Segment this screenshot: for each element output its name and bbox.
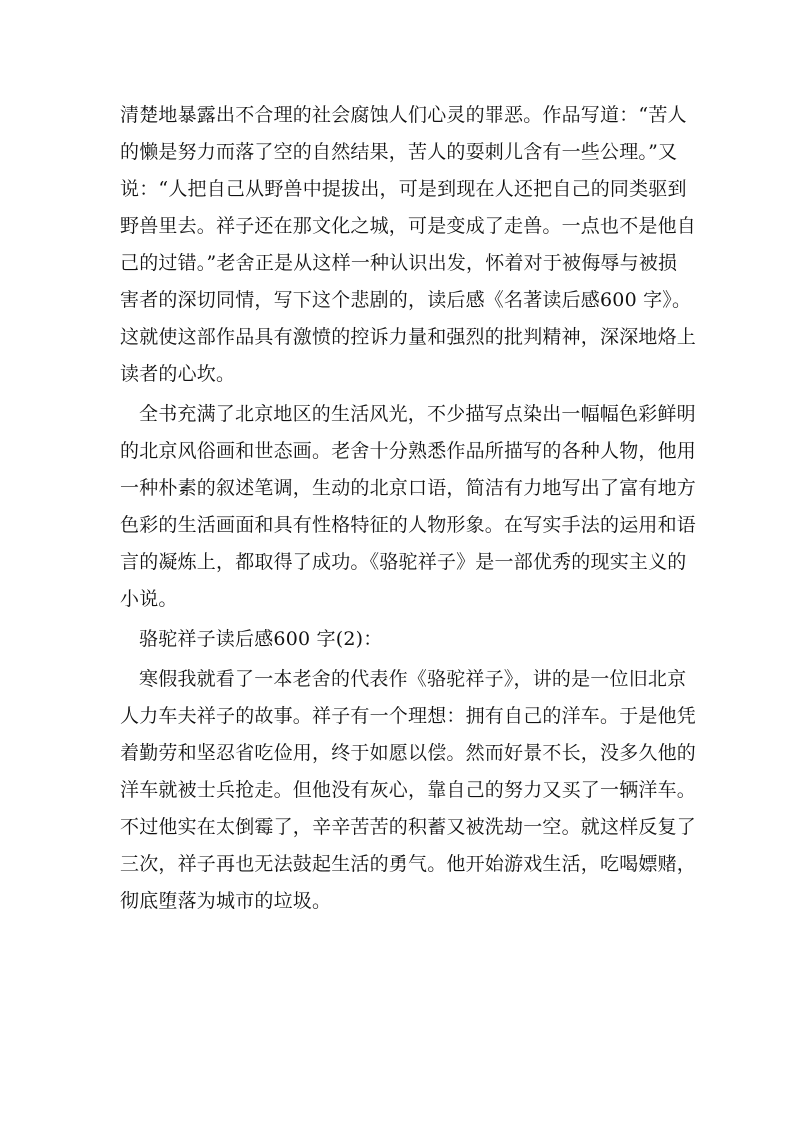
text-line: 这就使这部作品具有激愤的控诉力量和强烈的批判精神，深深地烙上 [120,326,697,348]
text-line: 人力车夫祥子的故事。祥子有一个理想：拥有自己的洋车。于是他凭 [120,705,697,727]
text-line: 野兽里去。祥子还在那文化之城，可是变成了走兽。一点也不是他自 [120,215,697,237]
text-line: 着勤劳和坚忍省吃俭用，终于如愿以偿。然而好景不长，没多久他的 [120,742,697,764]
text-line: 彻底堕落为城市的垃圾。 [120,890,332,912]
text-line: 害者的深切同情，写下这个悲剧的，读后感《名著读后感600 字》。 [120,289,692,311]
text-line: 不过他实在太倒霉了，辛辛苦苦的积蓄又被洗劫一空。就这样反复了 [120,816,697,838]
paragraph-3-heading [120,621,678,658]
text-line: 读者的心坎。 [120,363,236,385]
paragraph-2 [120,396,697,618]
text-line: 三次，祥子再也无法鼓起生活的勇气。他开始游戏生活，吃喝嫖赌， [120,853,697,875]
document-body [120,97,697,920]
text-line: 言的凝炼上，都取得了成功。《骆驼祥子》是一部优秀的现实主义的 [120,551,687,573]
text-line: 说：“人把自己从野兽中提拔出，可是到现在人还把自己的同类驱到 [120,178,687,200]
paragraph-1 [120,97,697,393]
text-line: 洋车就被士兵抢走。但他没有灰心，靠自己的努力又买了一辆洋车。 [120,779,697,801]
text-line: 一种朴素的叙述笔调，生动的北京口语，简洁有力地写出了富有地方 [120,477,697,499]
text-line: 色彩的生活画面和具有性格特征的人物形象。在写实手法的运用和语 [120,514,697,536]
text-line: 的懒是努力而落了空的自然结果，苦人的耍刺儿含有一些公理。”又 [120,141,678,163]
paragraph-4 [120,661,697,920]
text-line: 全书充满了北京地区的生活风光，不少描写点染出一幅幅色彩鲜明 [139,403,696,425]
section-heading: 骆驼祥子读后感600 字(2)： [139,628,383,650]
text-line: 的北京风俗画和世态画。老舍十分熟悉作品所描写的各种人物，他用 [120,440,697,462]
text-line: 清楚地暴露出不合理的社会腐蚀人们心灵的罪恶。作品写道：“苦人 [120,104,687,126]
text-line: 小说。 [120,588,178,610]
text-line: 己的过错。”老舍正是从这样一种认识出发，怀着对于被侮辱与被损 [120,252,678,274]
text-line: 寒假我就看了一本老舍的代表作《骆驼祥子》，讲的是一位旧北京 [139,668,687,690]
